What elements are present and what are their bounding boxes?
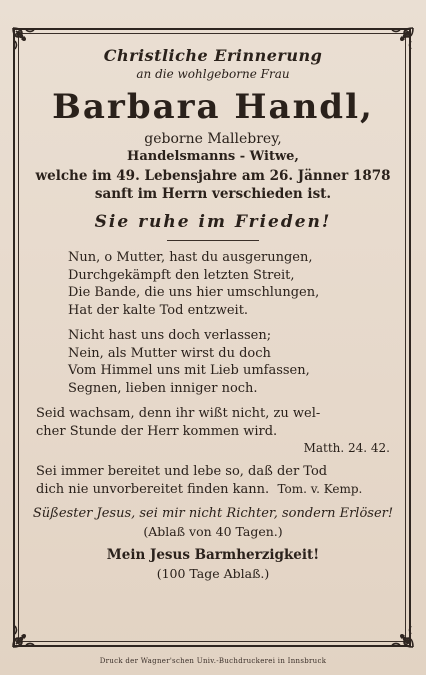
- verse-line: Seid wachsam, denn ihr wißt nicht, zu wel-: [36, 406, 321, 421]
- deceased-name: Barbara Handl,: [52, 87, 374, 127]
- bible-verse: [28, 405, 398, 440]
- poem-line: Nicht hast uns doch verlassen;: [68, 328, 272, 343]
- maiden-name: geborne Mallebrey,: [144, 131, 282, 147]
- death-statement: sanft im Herrn verschieden ist.: [94, 186, 332, 202]
- corner-ornament-icon: [10, 616, 44, 650]
- poem-line: Die Bande, die uns hier umschlungen,: [68, 285, 320, 300]
- indulgence-40-days: (Ablaß von 40 Tagen.): [143, 524, 283, 539]
- verse-line: cher Stunde der Herr kommen wird.: [36, 423, 278, 439]
- heading-dedication: an die wohlgeborne Frau: [136, 67, 290, 81]
- divider-rule: [167, 240, 259, 241]
- corner-ornament-icon: [382, 616, 416, 650]
- indulgence-100-days: (100 Tage Ablaß.): [156, 566, 270, 581]
- poem-line: Nein, als Mutter wirst du doch: [68, 345, 271, 361]
- poem-line: Hat der kalte Tod entzweit.: [68, 302, 249, 318]
- kempis-quote: [28, 463, 398, 498]
- poem: [28, 249, 398, 397]
- verse-reference: Matth. 24. 42.: [303, 441, 390, 455]
- quote-line: Sei immer bereitet und lebe so, daß der Tod: [36, 464, 328, 479]
- invocation: Süßester Jesus, sei mir nicht Richter, sondern Erlöser!: [32, 506, 394, 521]
- poem-stanza-2: [68, 327, 398, 397]
- mercy-prayer: Mein Jesus Barmherzigkeit!: [106, 547, 320, 563]
- rest-in-peace: Sie ruhe im Frieden!: [94, 212, 332, 232]
- poem-line: Nun, o Mutter, hast du ausgerungen,: [68, 250, 313, 265]
- poem-line: Durchgekämpft den letzten Streit,: [68, 267, 295, 283]
- printer-imprint: Druck der Wagner'schen Univ.-Buchdruckerei in Innsbruck: [99, 657, 327, 665]
- death-date-line: welche im 49. Lebensjahre am 26. Jänner 1878: [35, 168, 391, 184]
- widow-title: Handelsmanns - Witwe,: [127, 149, 299, 164]
- quote-reference: Tom. v. Kemp.: [277, 481, 363, 496]
- poem-line: Segnen, lieben inniger noch.: [68, 380, 258, 396]
- poem-line: Vom Himmel uns mit Lieb umfassen,: [68, 363, 310, 378]
- card-content: [28, 40, 398, 581]
- heading-remembrance: Christliche Erinnerung: [103, 46, 323, 65]
- quote-line: dich nie unvorbereitet finden kann.: [36, 481, 270, 497]
- poem-stanza-1: [68, 249, 398, 319]
